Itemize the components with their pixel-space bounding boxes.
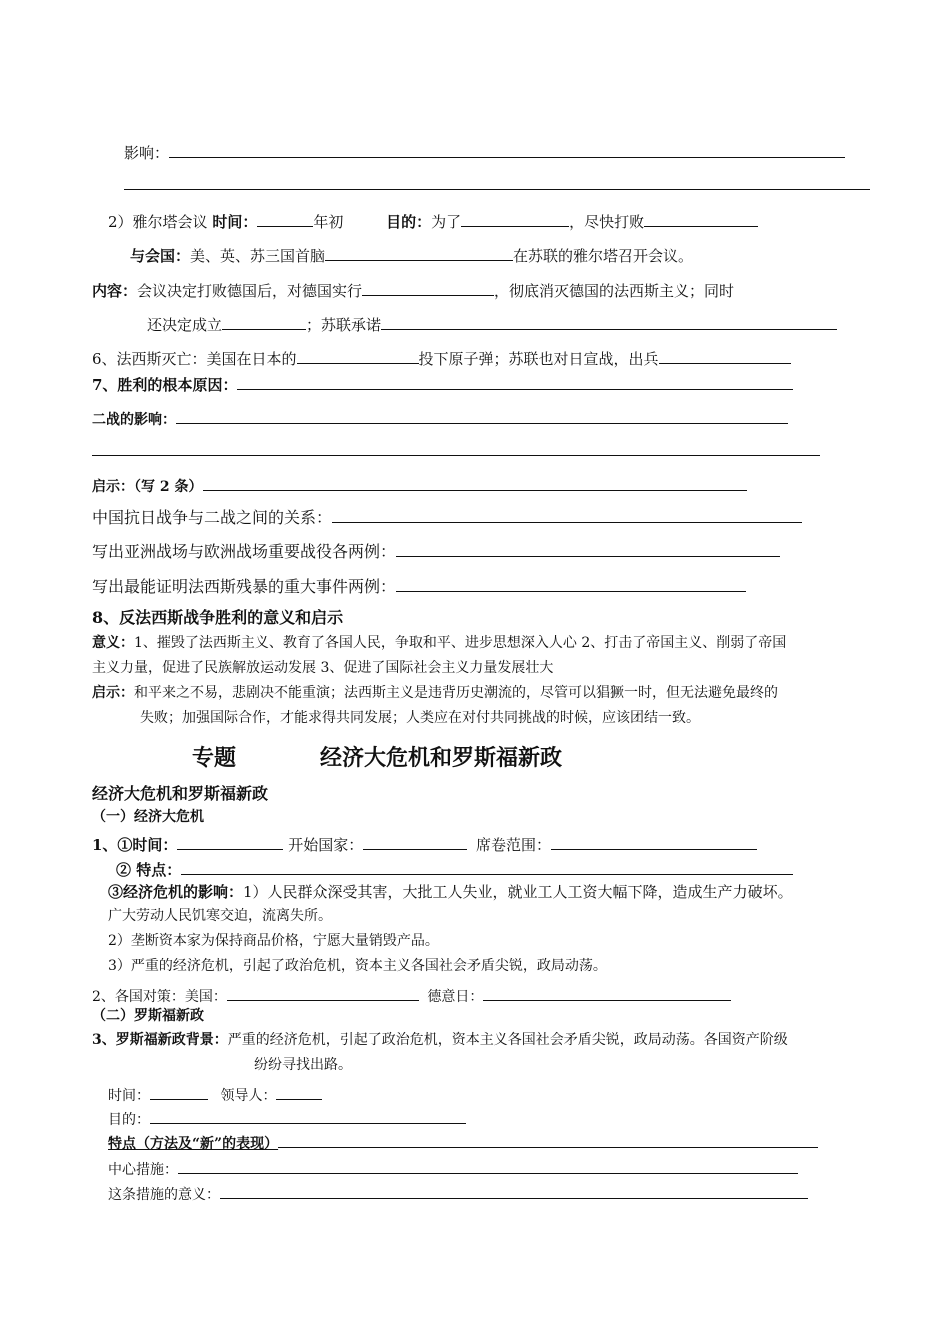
newdeal-bg-line-1 [92,1032,788,1049]
crisis-country-label: 开始国家： [288,836,364,854]
newdeal-goal-line [108,1107,466,1129]
yalta-time-label: 时间： [212,213,258,231]
crisis-impact-line-1 [108,883,793,901]
yalta-content-line [92,279,734,300]
atrocities-line [92,575,746,596]
crisis-time-blank[interactable] [177,833,283,850]
part1-heading: （一）经济大危机 [92,809,204,825]
battles-label: 写出亚洲战场与欧洲战场重要战役各两例： [92,542,397,561]
newdeal-center-label: 中心措施： [108,1162,178,1178]
relation-line [92,506,802,527]
newdeal-center-line [108,1157,798,1179]
newdeal-leader-label: 领导人： [220,1088,277,1104]
crisis-ger-label: 德意日： [427,989,484,1005]
newdeal-time-line [108,1083,322,1105]
yalta-goal-label: 目的： [386,213,432,231]
lessons-line [92,474,747,496]
yalta-participants-label: 与会国： [130,247,191,265]
newdeal-meaning-blank[interactable] [220,1182,808,1199]
yalta-goal-pre: 为了 [431,213,462,231]
relation-label: 中国抗日战争与二战之间的关系： [92,508,333,527]
ww2-impact-label: 二战的影响： [92,412,176,428]
yalta-participants-post: 在苏联的雅尔塔召开会议。 [513,247,694,265]
yalta-content-label: 内容： [92,282,138,300]
yalta-goal-mid: ，尽快打败 [569,213,645,231]
crisis-impact-4: 3）严重的经济危机，引起了政治危机，资本主义各国社会矛盾尖锐，政局动荡。 [108,958,607,974]
topic-name: 经济大危机和罗斯福新政 [320,745,563,771]
meaning-text-2: 主义力量，促进了民族解放运动发展 3、促进了国际社会主义力量发展壮大 [92,660,554,676]
yalta-content-line-2 [147,313,837,334]
newdeal-bg-2: 纷纷寻找出路。 [254,1057,352,1073]
newdeal-meaning-line [108,1182,808,1204]
newdeal-center-blank[interactable] [178,1157,798,1174]
crisis-q1-line [92,833,757,854]
victory-label: 7、胜利的根本原因： [92,376,238,394]
newdeal-bg-label: 3、罗斯福新政背景： [92,1032,228,1048]
fascism-end-blank-1[interactable] [297,347,419,364]
battles-blank[interactable] [396,540,780,557]
crisis-q2-label: 2、各国对策：美国： [92,989,227,1005]
newdeal-features-label: 特点（方法及“新”的表现） [108,1136,279,1152]
yalta-year-suffix: 年初 [313,213,344,231]
newdeal-bg-1: 严重的经济危机，引起了政治危机，资本主义各国社会矛盾尖锐，政局动荡。各国资产阶级 [227,1032,788,1048]
newdeal-features-line [108,1131,818,1153]
crisis-impact-1: 1）人民群众深受其害，大批工人失业，就业工人工资大幅下降，造成生产力破坏。 [243,883,793,901]
yalta-content-1: 会议决定打败德国后，对德国实行 [137,282,363,300]
lesson-label: 启示： [92,685,134,701]
yalta-line [108,210,758,231]
lessons-blank[interactable] [203,474,747,491]
meaning-text-1: 1、摧毁了法西斯主义、教育了各国人民，争取和平、进步思想深入人心 2、打击了帝国主义、削弱了帝国 [134,635,787,651]
crisis-feature-blank[interactable] [181,858,793,875]
impact-label: 影响： [124,144,170,162]
crisis-feature-line [116,858,793,879]
yalta-goal-blank[interactable] [461,210,569,227]
crisis-scope-label: 席卷范围： [476,836,552,854]
meaning-label: 意义： [92,635,134,651]
yalta-content-2: ，彻底消灭德国的法西斯主义；同时 [494,282,735,300]
lesson-text-1: 和平来之不易，悲剧决不能重演；法西斯主义是违背历史潮流的，尽管可以猖獗一时，但无法避免最终的 [134,685,778,701]
crisis-impact-2: 广大劳动人民饥寒交迫，流离失所。 [108,908,332,924]
lesson-text-2: 失败；加强国际合作，才能求得共同发展；人类应在对付共同挑战的时候，应该团结一致。 [140,710,700,726]
crisis-country-blank[interactable] [363,833,467,850]
yalta-participants-line [130,244,693,265]
impact-blank-2[interactable] [124,189,870,190]
ww2-impact-blank-2[interactable] [92,455,820,456]
lesson-line-1 [92,685,778,702]
newdeal-time-label: 时间： [108,1088,150,1104]
impact-blank[interactable] [169,141,845,158]
fascism-end-blank-2[interactable] [659,347,791,364]
yalta-time-blank[interactable] [257,210,313,227]
yalta-participants-pre: 美、英、苏三国首脑 [190,247,326,265]
yalta-content-blank-1[interactable] [362,279,494,296]
newdeal-meaning-label: 这条措施的意义： [108,1187,220,1203]
crisis-q2-line [92,984,731,1006]
yalta-content-blank-2[interactable] [222,313,306,330]
yalta-lead: 2）雅尔塔会议 [108,213,208,231]
part2-heading: （二）罗斯福新政 [92,1008,204,1024]
yalta-content-3: 还决定成立 [147,316,223,334]
atrocities-blank[interactable] [396,575,746,592]
crisis-ger-blank[interactable] [483,984,731,1001]
crisis-scope-blank[interactable] [551,833,757,850]
newdeal-features-blank[interactable] [278,1131,818,1148]
newdeal-goal-label: 目的： [108,1112,150,1128]
battles-line [92,540,780,561]
newdeal-goal-blank[interactable] [150,1107,466,1124]
yalta-participants-blank[interactable] [325,244,513,261]
lessons-label: 启示：（写 2 条） [92,479,203,495]
atrocities-label: 写出最能证明法西斯残暴的重大事件两例： [92,577,397,596]
relation-blank[interactable] [332,506,802,523]
impact-line [124,141,845,162]
newdeal-leader-blank[interactable] [276,1083,322,1100]
yalta-content-blank-3[interactable] [381,313,837,330]
newdeal-time-blank[interactable] [150,1083,208,1100]
crisis-us-blank[interactable] [227,984,419,1001]
crisis-time-label: 1、①时间： [92,836,178,854]
victory-line [92,373,793,394]
section8-heading: 8、反法西斯战争胜利的意义和启示 [92,608,344,627]
crisis-impact-label: ③经济危机的影响： [108,883,244,901]
yalta-enemy-blank[interactable] [644,210,758,227]
ww2-impact-line [92,407,788,429]
fascism-end-line [92,347,791,368]
topic-subtitle: 经济大危机和罗斯福新政 [92,784,269,803]
yalta-content-4: ；苏联承诺 [306,316,382,334]
crisis-impact-3: 2）垄断资本家为保持商品价格，宁愿大量销毁产品。 [108,933,439,949]
topic-prefix: 专题 [192,745,237,771]
victory-blank[interactable] [237,373,793,390]
fascism-end-pre: 6、法西斯灭亡：美国在日本的 [92,350,297,368]
meaning-line-1 [92,635,786,652]
ww2-impact-blank[interactable] [176,407,788,424]
fascism-end-mid: 投下原子弹；苏联也对日宣战，出兵 [418,350,659,368]
crisis-feature-label: ② 特点： [116,861,182,879]
